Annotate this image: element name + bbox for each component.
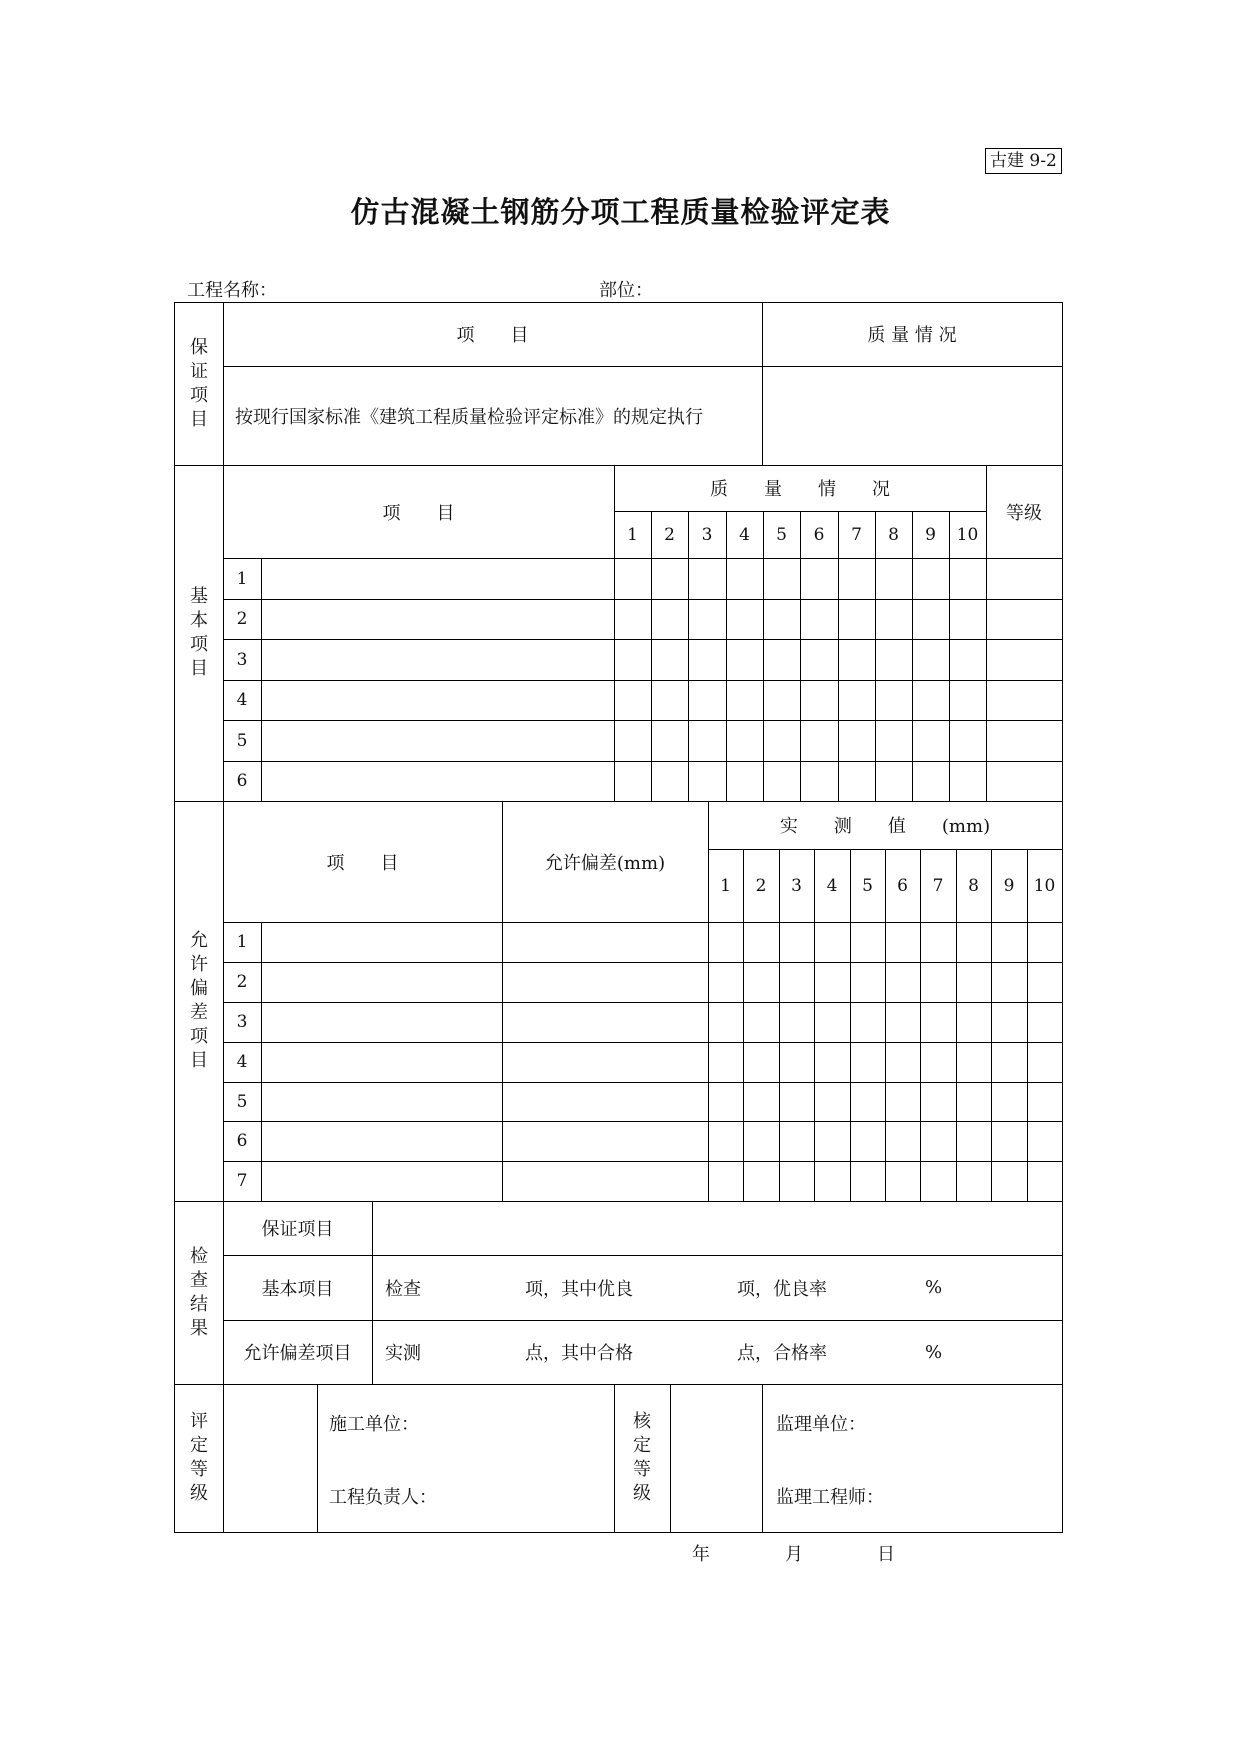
basic-column-number: 7 (851, 524, 862, 545)
project-name-label: 工程名称： (187, 280, 277, 301)
basic-item-header: 项 目 (382, 502, 455, 524)
form-title: 仿古混凝土钢筋分项工程质量检验评定表 (350, 195, 891, 229)
supervision-unit-label: 监理单位： (776, 1413, 866, 1435)
basic-section-label: 基 本 项 目 (190, 586, 208, 679)
table-rule (223, 1002, 1063, 1003)
basic-grade-header: 等级 (1006, 502, 1042, 524)
basic-column-number: 9 (925, 524, 936, 545)
table-rule (223, 680, 1063, 681)
section-divider (174, 1384, 1063, 1385)
tolerance-row-number: 4 (236, 1052, 248, 1072)
table-rule (223, 720, 1063, 721)
table-bottom-border (174, 1532, 1063, 1533)
date-day: 日 (877, 1544, 895, 1565)
check-section-label-wrap (179, 1201, 219, 1384)
basic-check-text: 检查 (385, 1278, 421, 1300)
table-rule (614, 1384, 615, 1533)
check-section-label: 检 查 结 果 (190, 1245, 208, 1339)
table-rule (670, 1384, 671, 1533)
tolerance-qualified-text: 点，其中合格 (525, 1343, 633, 1364)
tolerance-column-number: 4 (826, 875, 838, 896)
basic-percent-sign: % (925, 1277, 943, 1298)
basic-column-number: 5 (776, 524, 787, 545)
project-manager-label: 工程负责人： (329, 1486, 437, 1508)
tolerance-column-number: 10 (1033, 875, 1056, 896)
basic-column-number: 3 (701, 524, 713, 545)
basic-row-number: 3 (236, 649, 248, 670)
verify-grade-label-wrap (622, 1384, 662, 1532)
basic-row-number: 1 (236, 568, 248, 589)
table-rule (762, 1384, 763, 1533)
basic-column-number: 4 (739, 524, 750, 545)
guarantee-quality-header: 质 量 情 况 (867, 325, 957, 346)
tolerance-section-label: 允 许 偏 差 项 目 (190, 930, 208, 1071)
basic-row-number: 5 (236, 730, 248, 751)
tolerance-row-number: 3 (236, 1012, 248, 1032)
basic-column-number: 6 (813, 524, 825, 545)
document-code: 古建 9-2 (985, 148, 1062, 174)
basic-row-number: 2 (236, 609, 248, 629)
table-rule (223, 922, 1063, 923)
tolerance-column-number: 7 (932, 875, 944, 896)
basic-row-number: 6 (236, 771, 248, 791)
basic-quality-header: 质 量 情 况 (710, 479, 890, 500)
table-rule (223, 639, 1063, 640)
table-left-border (174, 302, 175, 1533)
tolerance-column-number: 5 (862, 875, 873, 896)
table-rule (261, 558, 262, 802)
table-rule (223, 1161, 1063, 1162)
basic-rate-text: 项，优良率 (737, 1278, 827, 1300)
tolerance-row-number: 6 (236, 1131, 248, 1151)
guarantee-item-header: 项 目 (456, 325, 529, 346)
tolerance-column-number: 8 (968, 875, 979, 896)
tolerance-rate-text: 点，合格率 (737, 1343, 827, 1364)
table-rule (223, 761, 1063, 762)
table-rule (223, 1121, 1063, 1122)
date-month: 月 (785, 1544, 803, 1565)
basic-row-number: 4 (236, 690, 248, 710)
evaluation-section-label: 评 定 等 级 (190, 1411, 208, 1504)
verify-grade-label: 核 定 等 级 (633, 1411, 651, 1504)
basic-column-number: 1 (627, 524, 638, 545)
table-rule (317, 1384, 318, 1533)
basic-column-number: 10 (956, 524, 979, 545)
tolerance-column-number: 2 (755, 875, 767, 896)
tolerance-row-number: 1 (236, 932, 248, 952)
tolerance-section-label-wrap (179, 801, 219, 1201)
table-rule (223, 1042, 1063, 1043)
tolerance-column-number: 6 (897, 875, 908, 896)
basic-excellent-text: 项，其中优良 (525, 1278, 633, 1300)
table-rule (223, 558, 1063, 559)
tolerance-row-number: 7 (236, 1171, 248, 1191)
tolerance-measured-text: 实测 (385, 1343, 421, 1364)
location-label: 部位： (599, 280, 653, 301)
guarantee-section-label-wrap (179, 302, 219, 465)
table-rule (261, 922, 262, 1202)
evaluation-section-label-wrap (179, 1384, 219, 1532)
check-guarantee-label: 保证项目 (261, 1219, 334, 1240)
tolerance-row-number: 5 (236, 1091, 248, 1112)
tolerance-percent-sign: % (925, 1341, 943, 1363)
check-tolerance-label: 允许偏差项目 (243, 1343, 352, 1364)
table-rule (223, 1082, 1063, 1083)
basic-column-number: 8 (888, 524, 899, 545)
table-right-border (1062, 302, 1063, 1533)
tolerance-column-number: 9 (1003, 875, 1015, 896)
check-basic-label: 基本项目 (261, 1278, 334, 1300)
basic-column-number: 2 (664, 524, 675, 545)
tolerance-column-number: 1 (720, 875, 731, 896)
supervision-engineer-label: 监理工程师： (776, 1486, 884, 1508)
table-rule (223, 962, 1063, 963)
date-year: 年 (692, 1544, 710, 1565)
tolerance-column-number: 3 (791, 875, 802, 896)
basic-section-label-wrap (179, 465, 219, 801)
table-rule (223, 599, 1063, 600)
guarantee-section-label: 保 证 项 目 (190, 336, 208, 430)
tolerance-deviation-header: 允许偏差(mm) (544, 852, 666, 874)
tolerance-row-number: 2 (236, 972, 248, 992)
guarantee-content: 按现行国家标准《建筑工程质量检验评定标准》的规定执行 (235, 406, 703, 428)
construction-unit-label: 施工单位： (329, 1413, 419, 1435)
table-rule (372, 1201, 373, 1385)
tolerance-measured-header: 实 测 值 (mm) (779, 816, 991, 837)
tolerance-item-header: 项 目 (326, 852, 399, 874)
